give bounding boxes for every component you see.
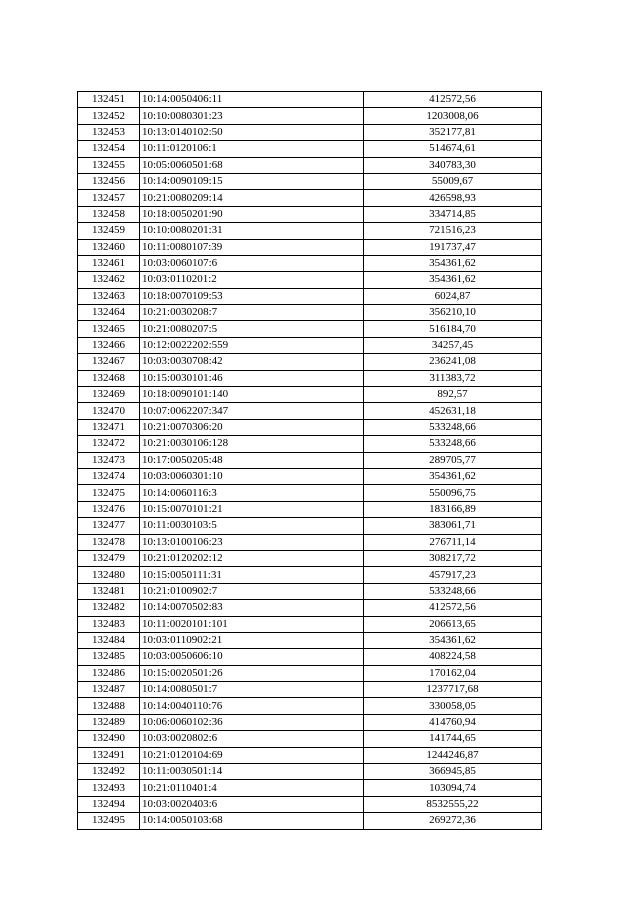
cadastral-number-cell: 10:07:0062207:347	[140, 403, 364, 419]
row-number-cell: 132490	[78, 731, 140, 747]
cadastral-number-cell: 10:11:0020101:101	[140, 616, 364, 632]
cadastral-number-cell: 10:13:0140102:50	[140, 124, 364, 140]
row-number-cell: 132491	[78, 747, 140, 763]
row-number-cell: 132458	[78, 206, 140, 222]
table-row	[78, 387, 542, 403]
cadastral-number-cell: 10:14:0050406:11	[140, 92, 364, 108]
cadastral-number-cell: 10:11:0120106:1	[140, 141, 364, 157]
cadastral-number-cell: 10:21:0120202:12	[140, 550, 364, 566]
row-number-cell: 132479	[78, 550, 140, 566]
table-row	[78, 518, 542, 534]
row-number-cell: 132495	[78, 813, 140, 829]
row-number-cell: 132463	[78, 288, 140, 304]
cadastral-number-cell: 10:14:0080501:7	[140, 682, 364, 698]
cadastral-number-cell: 10:14:0050103:68	[140, 813, 364, 829]
value-cell: 311383,72	[364, 370, 542, 386]
table-row	[78, 747, 542, 763]
cadastral-number-cell: 10:18:0070109:53	[140, 288, 364, 304]
table-row	[78, 337, 542, 353]
cadastral-number-cell: 10:11:0030501:14	[140, 764, 364, 780]
row-number-cell: 132494	[78, 796, 140, 812]
table-row	[78, 452, 542, 468]
cadastral-number-cell: 10:03:0110902:21	[140, 632, 364, 648]
table-row	[78, 141, 542, 157]
table-row	[78, 272, 542, 288]
table-row	[78, 534, 542, 550]
value-cell: 1237717,68	[364, 682, 542, 698]
table-row	[78, 92, 542, 108]
table-row	[78, 288, 542, 304]
table-row	[78, 583, 542, 599]
cadastral-value-table	[77, 91, 542, 830]
row-number-cell: 132478	[78, 534, 140, 550]
table-row	[78, 419, 542, 435]
row-number-cell: 132461	[78, 255, 140, 271]
value-cell: 408224,58	[364, 649, 542, 665]
cadastral-number-cell: 10:03:0060107:6	[140, 255, 364, 271]
cadastral-number-cell: 10:03:0030708:42	[140, 354, 364, 370]
row-number-cell: 132452	[78, 108, 140, 124]
value-cell: 354361,62	[364, 272, 542, 288]
table-row	[78, 190, 542, 206]
value-cell: 1244246,87	[364, 747, 542, 763]
row-number-cell: 132464	[78, 305, 140, 321]
table-row	[78, 354, 542, 370]
value-cell: 289705,77	[364, 452, 542, 468]
row-number-cell: 132476	[78, 501, 140, 517]
cadastral-number-cell: 10:14:0070502:83	[140, 600, 364, 616]
table-row	[78, 206, 542, 222]
row-number-cell: 132466	[78, 337, 140, 353]
row-number-cell: 132475	[78, 485, 140, 501]
table-row	[78, 501, 542, 517]
value-cell: 191737,47	[364, 239, 542, 255]
value-cell: 356210,10	[364, 305, 542, 321]
cadastral-number-cell: 10:15:0050111:31	[140, 567, 364, 583]
row-number-cell: 132455	[78, 157, 140, 173]
row-number-cell: 132470	[78, 403, 140, 419]
value-cell: 366945,85	[364, 764, 542, 780]
cadastral-number-cell: 10:18:0050201:90	[140, 206, 364, 222]
value-cell: 533248,66	[364, 583, 542, 599]
value-cell: 340783,30	[364, 157, 542, 173]
value-cell: 6024,87	[364, 288, 542, 304]
row-number-cell: 132471	[78, 419, 140, 435]
value-cell: 206613,65	[364, 616, 542, 632]
table-row	[78, 550, 542, 566]
table-row	[78, 813, 542, 829]
row-number-cell: 132460	[78, 239, 140, 255]
row-number-cell: 132457	[78, 190, 140, 206]
value-cell: 892,57	[364, 387, 542, 403]
cadastral-number-cell: 10:10:0080301:23	[140, 108, 364, 124]
value-cell: 426598,93	[364, 190, 542, 206]
cadastral-number-cell: 10:03:0050606:10	[140, 649, 364, 665]
value-cell: 34257,45	[364, 337, 542, 353]
cadastral-number-cell: 10:13:0100106:23	[140, 534, 364, 550]
row-number-cell: 132465	[78, 321, 140, 337]
value-cell: 352177,81	[364, 124, 542, 140]
value-cell: 412572,56	[364, 92, 542, 108]
row-number-cell: 132472	[78, 436, 140, 452]
cadastral-number-cell: 10:21:0030106:128	[140, 436, 364, 452]
cadastral-number-cell: 10:11:0030103:5	[140, 518, 364, 534]
row-number-cell: 132469	[78, 387, 140, 403]
value-cell: 103094,74	[364, 780, 542, 796]
table-row	[78, 649, 542, 665]
row-number-cell: 132453	[78, 124, 140, 140]
table-row	[78, 436, 542, 452]
value-cell: 1203008,06	[364, 108, 542, 124]
table-row	[78, 157, 542, 173]
cadastral-number-cell: 10:21:0030208:7	[140, 305, 364, 321]
table-row	[78, 714, 542, 730]
value-cell: 269272,36	[364, 813, 542, 829]
row-number-cell: 132474	[78, 468, 140, 484]
row-number-cell: 132451	[78, 92, 140, 108]
row-number-cell: 132456	[78, 173, 140, 189]
value-cell: 516184,70	[364, 321, 542, 337]
value-cell: 412572,56	[364, 600, 542, 616]
row-number-cell: 132489	[78, 714, 140, 730]
cadastral-number-cell: 10:03:0110201:2	[140, 272, 364, 288]
row-number-cell: 132473	[78, 452, 140, 468]
value-cell: 414760,94	[364, 714, 542, 730]
row-number-cell: 132492	[78, 764, 140, 780]
row-number-cell: 132481	[78, 583, 140, 599]
row-number-cell: 132493	[78, 780, 140, 796]
row-number-cell: 132477	[78, 518, 140, 534]
value-cell: 276711,14	[364, 534, 542, 550]
row-number-cell: 132486	[78, 665, 140, 681]
value-cell: 514674,61	[364, 141, 542, 157]
value-cell: 308217,72	[364, 550, 542, 566]
table-row	[78, 321, 542, 337]
cadastral-number-cell: 10:14:0040110:76	[140, 698, 364, 714]
table-row	[78, 632, 542, 648]
cadastral-number-cell: 10:21:0110401:4	[140, 780, 364, 796]
row-number-cell: 132454	[78, 141, 140, 157]
cadastral-number-cell: 10:03:0020403:6	[140, 796, 364, 812]
row-number-cell: 132467	[78, 354, 140, 370]
row-number-cell: 132482	[78, 600, 140, 616]
value-cell: 452631,18	[364, 403, 542, 419]
value-cell: 354361,62	[364, 632, 542, 648]
value-cell: 533248,66	[364, 436, 542, 452]
value-cell: 533248,66	[364, 419, 542, 435]
cadastral-number-cell: 10:14:0060116:3	[140, 485, 364, 501]
table-row	[78, 567, 542, 583]
table-row	[78, 403, 542, 419]
table-row	[78, 796, 542, 812]
table-row	[78, 665, 542, 681]
table-row	[78, 485, 542, 501]
cadastral-number-cell: 10:18:0090101:140	[140, 387, 364, 403]
cadastral-number-cell: 10:11:0080107:39	[140, 239, 364, 255]
table-row	[78, 370, 542, 386]
value-cell: 55009,67	[364, 173, 542, 189]
table-row	[78, 616, 542, 632]
row-number-cell: 132462	[78, 272, 140, 288]
row-number-cell: 132468	[78, 370, 140, 386]
row-number-cell: 132459	[78, 223, 140, 239]
cadastral-number-cell: 10:15:0070101:21	[140, 501, 364, 517]
cadastral-number-cell: 10:21:0100902:7	[140, 583, 364, 599]
table-row	[78, 124, 542, 140]
table-row	[78, 764, 542, 780]
table-row	[78, 255, 542, 271]
value-cell: 141744,65	[364, 731, 542, 747]
cadastral-number-cell: 10:03:0020802:6	[140, 731, 364, 747]
row-number-cell: 132480	[78, 567, 140, 583]
row-number-cell: 132484	[78, 632, 140, 648]
cadastral-number-cell: 10:14:0090109:15	[140, 173, 364, 189]
table-row	[78, 173, 542, 189]
row-number-cell: 132485	[78, 649, 140, 665]
table-row	[78, 108, 542, 124]
cadastral-number-cell: 10:03:0060301:10	[140, 468, 364, 484]
table-row	[78, 682, 542, 698]
table-body	[78, 92, 542, 830]
value-cell: 8532555,22	[364, 796, 542, 812]
cadastral-number-cell: 10:21:0080207:5	[140, 321, 364, 337]
table-row	[78, 305, 542, 321]
cadastral-number-cell: 10:06:0060102:36	[140, 714, 364, 730]
value-cell: 383061,71	[364, 518, 542, 534]
value-cell: 354361,62	[364, 255, 542, 271]
cadastral-number-cell: 10:05:0060501:68	[140, 157, 364, 173]
cadastral-number-cell: 10:12:0022202:559	[140, 337, 364, 353]
row-number-cell: 132487	[78, 682, 140, 698]
value-cell: 334714,85	[364, 206, 542, 222]
cadastral-number-cell: 10:21:0120104:69	[140, 747, 364, 763]
table-row	[78, 239, 542, 255]
value-cell: 721516,23	[364, 223, 542, 239]
table-row	[78, 468, 542, 484]
value-cell: 236241,08	[364, 354, 542, 370]
cadastral-number-cell: 10:10:0080201:31	[140, 223, 364, 239]
table-row	[78, 698, 542, 714]
cadastral-number-cell: 10:21:0080209:14	[140, 190, 364, 206]
table-row	[78, 731, 542, 747]
cadastral-number-cell: 10:15:0020501:26	[140, 665, 364, 681]
value-cell: 550096,75	[364, 485, 542, 501]
row-number-cell: 132488	[78, 698, 140, 714]
cadastral-number-cell: 10:15:0030101:46	[140, 370, 364, 386]
row-number-cell: 132483	[78, 616, 140, 632]
value-cell: 457917,23	[364, 567, 542, 583]
value-cell: 354361,62	[364, 468, 542, 484]
table-row	[78, 223, 542, 239]
value-cell: 183166,89	[364, 501, 542, 517]
value-cell: 170162,04	[364, 665, 542, 681]
table-row	[78, 600, 542, 616]
cadastral-number-cell: 10:17:0050205:48	[140, 452, 364, 468]
value-cell: 330058,05	[364, 698, 542, 714]
table-row	[78, 780, 542, 796]
cadastral-number-cell: 10:21:0070306:20	[140, 419, 364, 435]
